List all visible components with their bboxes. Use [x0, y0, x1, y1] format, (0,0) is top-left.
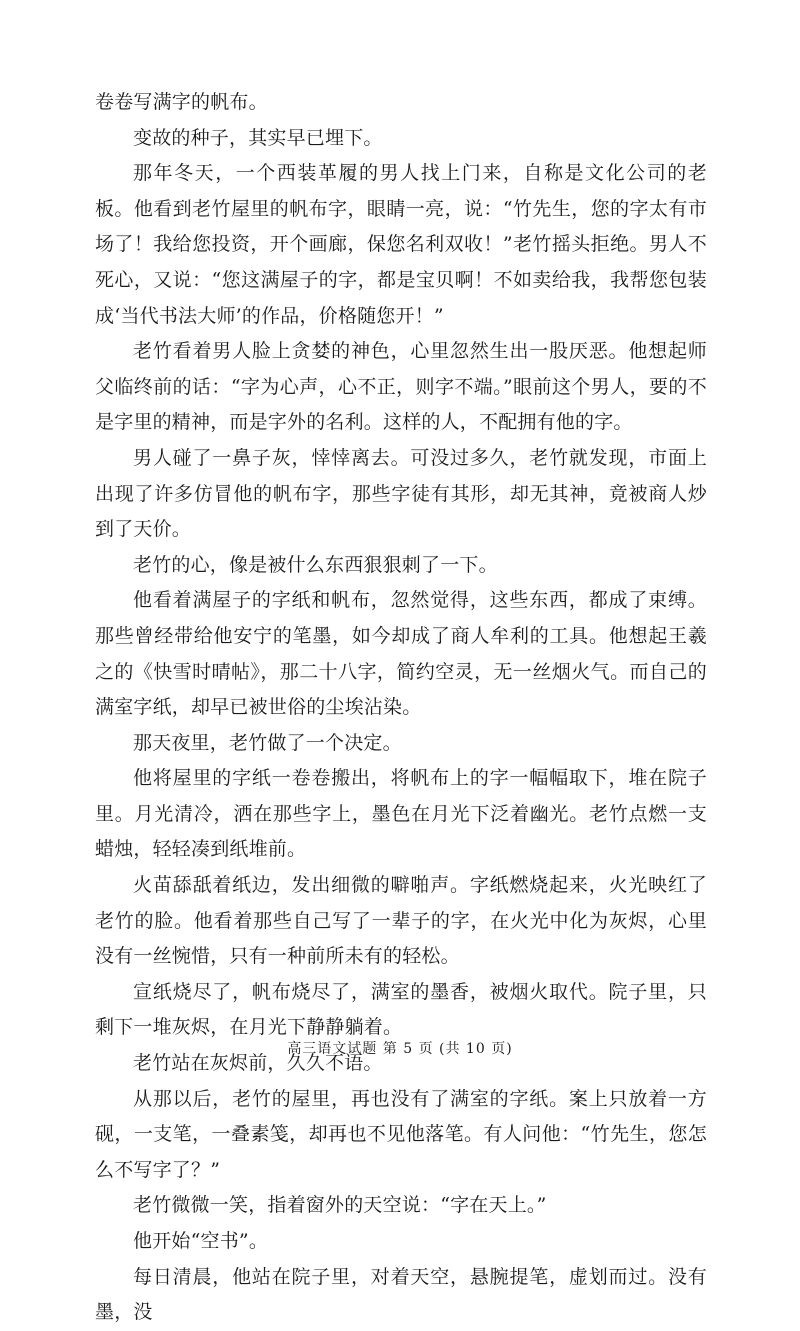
paragraph: 那天夜里，老竹做了一个决定。 — [133, 731, 402, 754]
paragraph: 每日清晨，他站在院子里，对着天空，悬腕提笔，虚划而过。没有墨，没 — [95, 1265, 707, 1324]
paragraph: 宣纸烧尽了，帆布烧尽了，满室的墨香，被烟火取代。院子里，只剩下一堆灰烬，在月光下静静躺着。 — [95, 980, 707, 1039]
passage-body — [95, 85, 707, 1331]
paragraph: 变故的种子，其实早已埋下。 — [133, 126, 383, 149]
paragraph: 卷卷写满字的帆布。 — [95, 91, 268, 113]
paragraph: 老竹看着男人脸上贪婪的神色，心里忽然生出一股厌恶。他想起师父临终前的话：“字为心声，心不正，则字不端。”眼前这个男人，要的不是字里的精神，而是字外的名利。这样的人，不配拥有他的字。 — [95, 340, 707, 434]
paragraph: 老竹站在灰烬前，久久不语。 — [133, 1052, 383, 1075]
paragraph: 从那以后，老竹的屋里，再也没有了满室的字纸。案上只放着一方砚，一支笔，一叠素笺，却再也不见他落笔。有人问他：“竹先生，您怎么不写字了？” — [95, 1087, 707, 1181]
paragraph: 男人碰了一鼻子灰，悻悻离去。可没过多久，老竹就发现，市面上出现了许多仿冒他的帆布字，那些字徒有其形，却无其神，竟被商人炒到了天价。 — [95, 446, 707, 541]
paragraph: 老竹微微一笑，指着窗外的天空说：“字在天上。” — [133, 1194, 547, 1217]
paragraph: 他开始“空书”。 — [133, 1230, 269, 1252]
paragraph: 他看着满屋子的字纸和帆布，忽然觉得，这些东西，都成了束缚。那些曾经带给他安宁的笔墨，如今却成了商人牟利的工具。他想起王羲之的《快雪时晴帖》，那二十八字，简约空灵，无一丝烟火气。而自己的满室字纸，却早已被世俗的尘埃沾染。 — [95, 589, 707, 719]
paragraph: 火苗舔舐着纸边，发出细微的噼啪声。字纸燃烧起来，火光映红了老竹的脸。他看着那些自己写了一辈子的字，在火光中化为灰烬，心里没有一丝惋惜，只有一种前所未有的轻松。 — [95, 874, 707, 968]
paragraph: 那年冬天，一个西装革履的男人找上门来，自称是文化公司的老板。他看到老竹屋里的帆布字，眼睛一亮，说：“竹先生，您的字太有市场了！我给您投资，开个画廊，保您名利双收！”老竹摇头拒绝。男人不死心，又说：“您这满屋子的字，都是宝贝啊！不如卖给我，我帮您包装成‘当代书法大师’的作品，价格随您开！” — [95, 162, 707, 327]
page-footer: 高三语文试题 第 5 页 (共 10 页) — [287, 1041, 513, 1057]
paragraph: 他将屋里的字纸一卷卷搬出，将帆布上的字一幅幅取下，堆在院子里。月光清冷，洒在那些字上，墨色在月光下泛着幽光。老竹点燃一支蜡烛，轻轻凑到纸堆前。 — [95, 767, 707, 861]
paragraph: 老竹的心，像是被什么东西狠狠刺了一下。 — [133, 553, 498, 576]
